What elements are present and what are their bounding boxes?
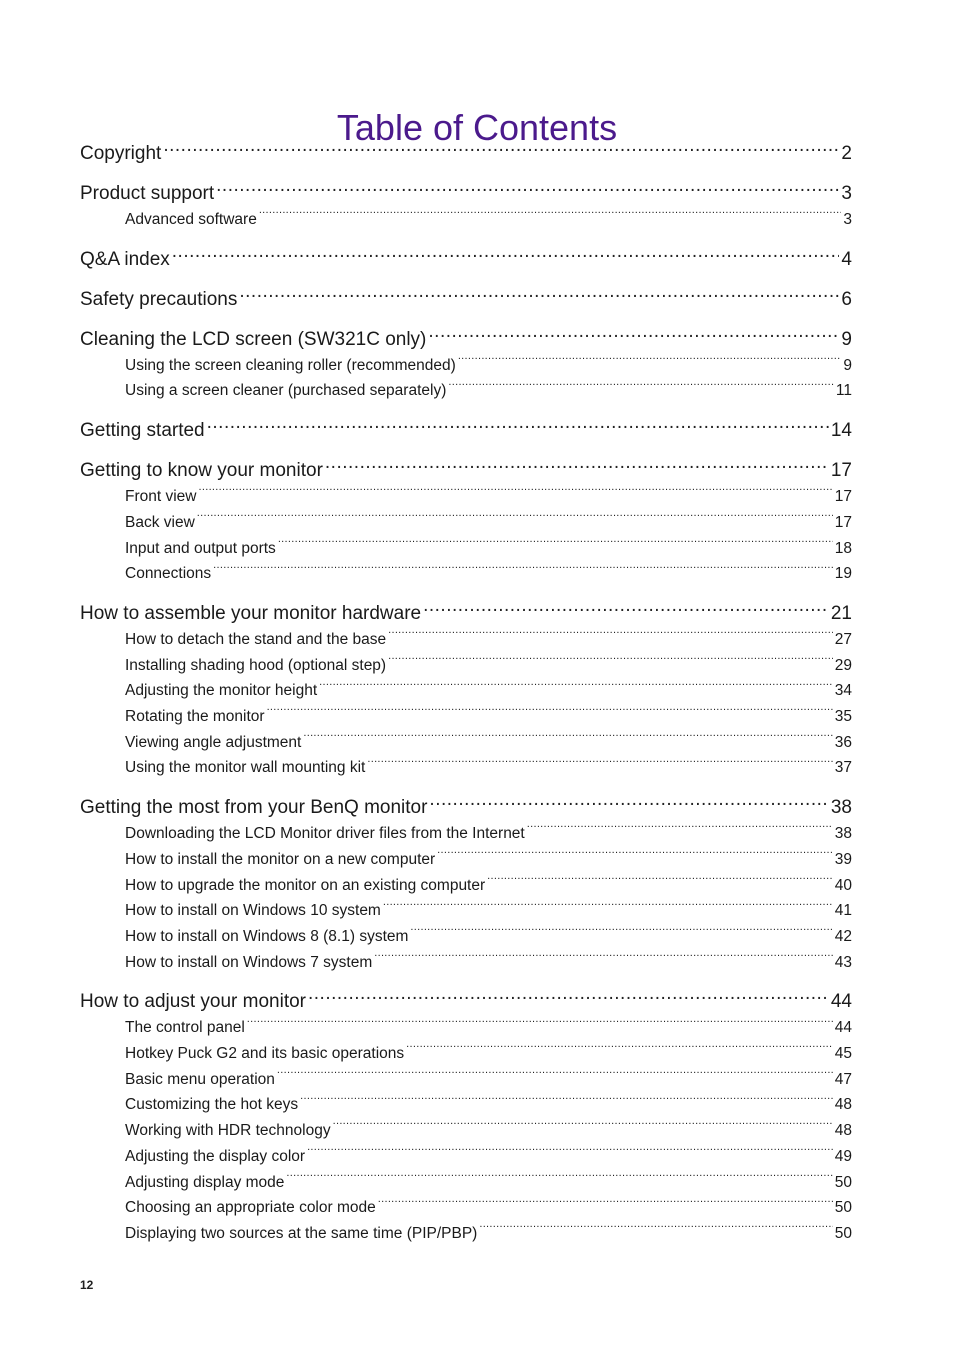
toc-section-entry[interactable] <box>80 600 852 627</box>
toc-entry-label: How to install the monitor on a new computer <box>125 850 436 868</box>
dot-leader <box>423 600 829 619</box>
toc-subsection-entry[interactable] <box>80 678 852 704</box>
toc-subsection-entry[interactable] <box>80 536 852 562</box>
toc-entry-label: How to install on Windows 7 system <box>125 953 373 971</box>
dot-leader <box>527 823 833 839</box>
toc-entry-label: Product support <box>80 183 215 204</box>
dot-leader <box>303 731 832 747</box>
toc-entry-page: 2 <box>841 143 852 164</box>
toc-subsection-entry[interactable] <box>80 821 852 847</box>
dot-leader <box>319 680 833 696</box>
toc-entry-page: 47 <box>834 1070 852 1088</box>
toc-entry-label: Adjusting display mode <box>125 1173 285 1191</box>
toc-entry-page: 50 <box>834 1224 852 1242</box>
toc-entry-page: 17 <box>834 513 852 531</box>
dot-leader <box>367 757 832 773</box>
dot-leader <box>172 246 840 265</box>
toc-entry-page: 29 <box>834 656 852 674</box>
toc-entry-page: 9 <box>841 328 852 350</box>
toc-entry-label: Safety precautions <box>80 288 238 310</box>
toc-section-entry[interactable] <box>80 286 852 313</box>
toc-subsection-entry[interactable] <box>80 1195 852 1221</box>
toc-entry-label: Basic menu operation <box>125 1070 275 1088</box>
toc-entry-label: Customizing the hot keys <box>125 1096 299 1114</box>
toc-subsection-entry[interactable] <box>80 353 852 379</box>
toc-subsection-entry[interactable] <box>80 898 852 924</box>
dot-leader <box>383 900 833 916</box>
toc-subsection-entry[interactable] <box>80 1221 852 1247</box>
dot-leader <box>406 1043 833 1059</box>
toc-entry-label: Front view <box>125 488 197 506</box>
toc-entry-label: How to upgrade the monitor on an existing computer <box>125 876 486 894</box>
toc-entry-label: How to install on Windows 8 (8.1) system <box>125 927 409 945</box>
toc-entry-page: 36 <box>834 733 852 751</box>
toc-entry-label: Rotating the monitor <box>125 708 265 726</box>
toc-entry-page: 48 <box>834 1122 852 1140</box>
dot-leader <box>429 794 828 813</box>
toc-section-entry[interactable] <box>80 457 852 484</box>
toc-entry-label: Input and output ports <box>125 539 276 557</box>
toc-entry-page: 41 <box>834 902 852 920</box>
toc-subsection-entry[interactable] <box>80 1170 852 1196</box>
toc-entry-page: 19 <box>834 565 852 583</box>
toc-entry-label: Getting to know your monitor <box>80 460 323 482</box>
toc-section-entry[interactable] <box>80 180 852 207</box>
toc-entry-label: Getting started <box>80 420 205 442</box>
toc-entry-page: 17 <box>834 488 852 506</box>
toc-subsection-entry[interactable] <box>80 1092 852 1118</box>
toc-section-entry[interactable] <box>80 417 852 444</box>
toc-entry-page: 42 <box>834 927 852 945</box>
toc-entry-page: 43 <box>834 953 852 971</box>
dot-leader <box>239 286 839 305</box>
dot-leader <box>197 511 833 527</box>
dot-leader <box>199 486 833 502</box>
dot-leader <box>388 628 833 644</box>
dot-leader <box>278 537 833 553</box>
toc-subsection-entry[interactable] <box>80 561 852 587</box>
toc-entry-label: Back view <box>125 513 195 531</box>
toc-subsection-entry[interactable] <box>80 510 852 536</box>
toc-entry-page: 50 <box>834 1173 852 1191</box>
toc-subsection-entry[interactable] <box>80 1118 852 1144</box>
dot-leader <box>307 1145 833 1161</box>
toc-entry-page: 49 <box>834 1147 852 1165</box>
toc-entry-label: How to install on Windows 10 system <box>125 902 381 920</box>
toc-section-entry[interactable] <box>80 246 852 273</box>
table-of-contents <box>80 140 852 1247</box>
toc-subsection-entry[interactable] <box>80 653 852 679</box>
dot-leader <box>437 848 833 864</box>
toc-subsection-entry[interactable] <box>80 484 852 510</box>
dot-leader <box>487 874 833 890</box>
toc-entry-label: The control panel <box>125 1019 245 1037</box>
toc-subsection-entry[interactable] <box>80 924 852 950</box>
toc-entry-label: Q&A index <box>80 248 170 270</box>
dot-leader <box>458 354 842 370</box>
toc-entry-page: 34 <box>834 682 852 700</box>
toc-entry-page: 38 <box>830 797 852 819</box>
toc-subsection-entry[interactable] <box>80 1144 852 1170</box>
toc-entry-label: How to detach the stand and the base <box>125 630 387 648</box>
dot-leader <box>308 988 829 1007</box>
toc-entry-label: Hotkey Puck G2 and its basic operations <box>125 1045 405 1063</box>
dot-leader <box>267 706 833 722</box>
toc-entry-page: 14 <box>830 420 852 442</box>
toc-subsection-entry[interactable] <box>80 1041 852 1067</box>
toc-entry-label: How to assemble your monitor hardware <box>80 602 422 624</box>
dot-leader <box>374 951 833 967</box>
toc-entry-page: 9 <box>843 356 852 374</box>
toc-entry-label: Working with HDR technology <box>125 1122 331 1140</box>
toc-section-entry[interactable] <box>80 326 852 353</box>
dot-leader <box>325 457 829 476</box>
toc-subsection-entry[interactable] <box>80 378 852 404</box>
toc-entry-label: Downloading the LCD Monitor driver files from the Internet <box>125 825 525 843</box>
toc-entry-page: 27 <box>834 630 852 648</box>
dot-leader <box>479 1222 832 1238</box>
dot-leader <box>333 1120 833 1136</box>
toc-entry-page: 37 <box>834 759 852 777</box>
toc-subsection-entry[interactable] <box>80 730 852 756</box>
toc-entry-page: 38 <box>834 825 852 843</box>
toc-entry-page: 4 <box>841 248 852 270</box>
toc-entry-page: 45 <box>834 1045 852 1063</box>
toc-entry-page: 40 <box>834 876 852 894</box>
toc-entry-label: Copyright <box>80 143 162 164</box>
dot-leader <box>300 1094 833 1110</box>
dot-leader <box>428 326 839 345</box>
page-number: 12 <box>80 1278 94 1292</box>
dot-leader <box>259 209 842 225</box>
toc-section-entry[interactable] <box>80 140 852 167</box>
toc-entry-page: 6 <box>841 288 852 310</box>
toc-entry-label: Connections <box>125 565 212 583</box>
toc-entry-label: Getting the most from your BenQ monitor <box>80 797 428 819</box>
toc-entry-label: Adjusting the monitor height <box>125 682 318 700</box>
toc-entry-page: 17 <box>830 460 852 482</box>
toc-entry-page: 35 <box>834 708 852 726</box>
toc-section-entry[interactable] <box>80 988 852 1015</box>
toc-entry-label: Using the screen cleaning roller (recommended) <box>125 356 456 374</box>
toc-entry-label: Installing shading hood (optional step) <box>125 656 387 674</box>
toc-entry-page: 48 <box>834 1096 852 1114</box>
toc-entry-page: 11 <box>835 382 852 400</box>
dot-leader <box>207 417 829 436</box>
toc-entry-page: 18 <box>834 539 852 557</box>
toc-entry-page: 3 <box>841 183 852 204</box>
dot-leader <box>378 1197 833 1213</box>
toc-entry-label: Cleaning the LCD screen (SW321C only) <box>80 328 427 350</box>
toc-entry-page: 44 <box>834 1019 852 1037</box>
toc-entry-label: Displaying two sources at the same time (PIP/PBP) <box>125 1224 478 1242</box>
toc-entry-page: 50 <box>834 1199 852 1217</box>
toc-entry-label: Using a screen cleaner (purchased separately) <box>125 382 447 400</box>
toc-entry-page: 44 <box>830 991 852 1013</box>
toc-entry-label: Viewing angle adjustment <box>125 733 302 751</box>
toc-entry-label: Advanced software <box>125 211 257 228</box>
toc-entry-label: How to adjust your monitor <box>80 991 306 1013</box>
toc-entry-page: 39 <box>834 850 852 868</box>
toc-entry-label: Choosing an appropriate color mode <box>125 1199 376 1217</box>
dot-leader <box>277 1068 833 1084</box>
dot-leader <box>213 563 833 579</box>
toc-subsection-entry[interactable] <box>80 1015 852 1041</box>
dot-leader <box>286 1171 832 1187</box>
dot-leader <box>216 180 839 199</box>
toc-subsection-entry[interactable] <box>80 704 852 730</box>
toc-subsection-entry[interactable] <box>80 950 852 976</box>
toc-subsection-entry[interactable] <box>80 627 852 653</box>
toc-subsection-entry[interactable] <box>80 847 852 873</box>
toc-subsection-entry[interactable] <box>80 207 852 233</box>
toc-subsection-entry[interactable] <box>80 873 852 899</box>
toc-subsection-entry[interactable] <box>80 755 852 781</box>
dot-leader <box>388 654 833 670</box>
toc-entry-page: 21 <box>830 602 852 624</box>
dot-leader <box>247 1017 833 1033</box>
dot-leader <box>163 140 839 159</box>
page-title: Table of Contents <box>336 107 618 149</box>
toc-entry-label: Adjusting the display color <box>125 1147 306 1165</box>
dot-leader <box>448 380 834 396</box>
toc-entry-label: Using the monitor wall mounting kit <box>125 759 366 777</box>
toc-subsection-entry[interactable] <box>80 1067 852 1093</box>
dot-leader <box>410 925 832 941</box>
toc-entry-page: 3 <box>843 211 852 228</box>
toc-section-entry[interactable] <box>80 794 852 821</box>
